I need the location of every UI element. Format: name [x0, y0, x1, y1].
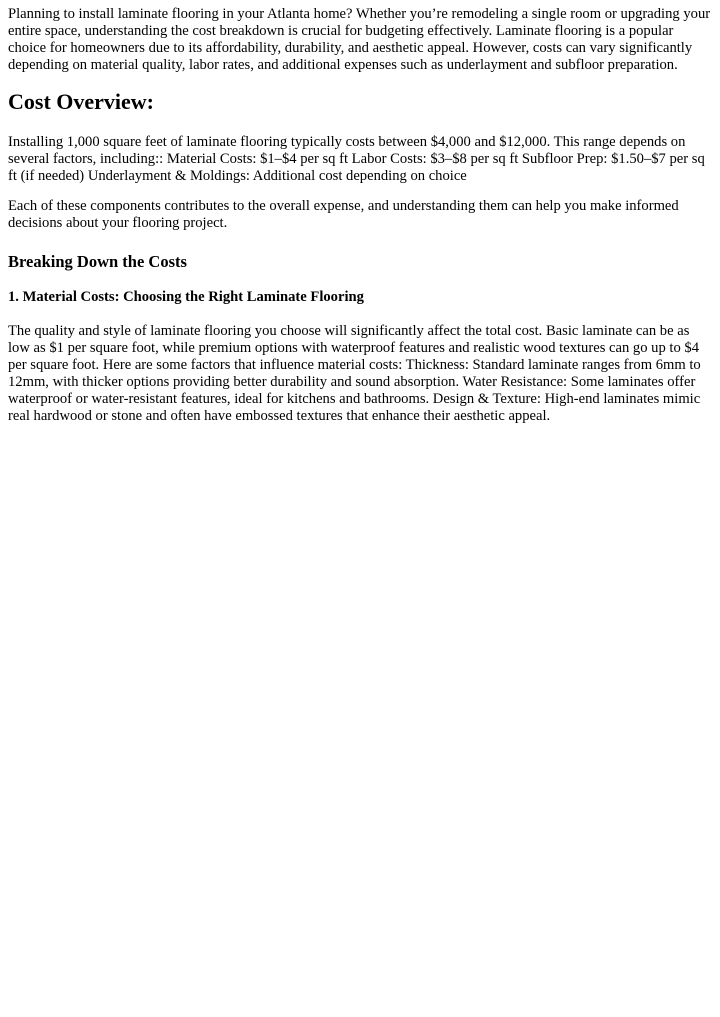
components-paragraph: Each of these components contributes to the overall expense, and understanding them can help you make informed decisions about your flooring project.: [8, 198, 679, 231]
material-costs-paragraph: The quality and style of laminate flooring you choose will significantly affect the total cost. Basic laminate can be as low as $1 per square foot, while premium options with waterproof features and realistic wood textures can go up to $4 per square foot. Here are some factors that influence material costs: Thickness: Standard laminate ranges from 6mm to 12mm, with thicker options providing better durability and sound absorption. Water Resistance: Some laminates offer waterproof or water-resistant features, ideal for kitchens and bathrooms. Design & Texture: High-end laminates mimic real hardwood or stone and often have embossed textures that enhance their aesthetic appeal.: [8, 323, 701, 424]
document-page: [0, 0, 720, 425]
cost-overview-heading: Cost Overview:: [8, 89, 155, 114]
breakdown-heading: Breaking Down the Costs: [8, 252, 187, 271]
intro-paragraph: Planning to install laminate flooring in your Atlanta home? Whether you’re remodeling a single room or upgrading your entire space, understanding the cost breakdown is crucial for budgeting effectively. Laminate flooring is a popular choice for homeowners due to its affordability, durability, and aesthetic appeal. However, costs can vary significantly depending on material quality, labor rates, and additional expenses such as underlayment and subfloor preparation.: [8, 6, 711, 73]
material-costs-heading: 1. Material Costs: Choosing the Right Laminate Flooring: [8, 289, 364, 305]
cost-overview-paragraph: Installing 1,000 square feet of laminate flooring typically costs between $4,000 and $12,000. This range depends on several factors, including:: Material Costs: $1–$4 per sq ft Labor Costs: $3–$8 per sq ft Subfloor Prep: $1.50–$7 per sq ft (if needed) Underlayment & Moldings: Additional cost depending on choice: [8, 134, 705, 184]
